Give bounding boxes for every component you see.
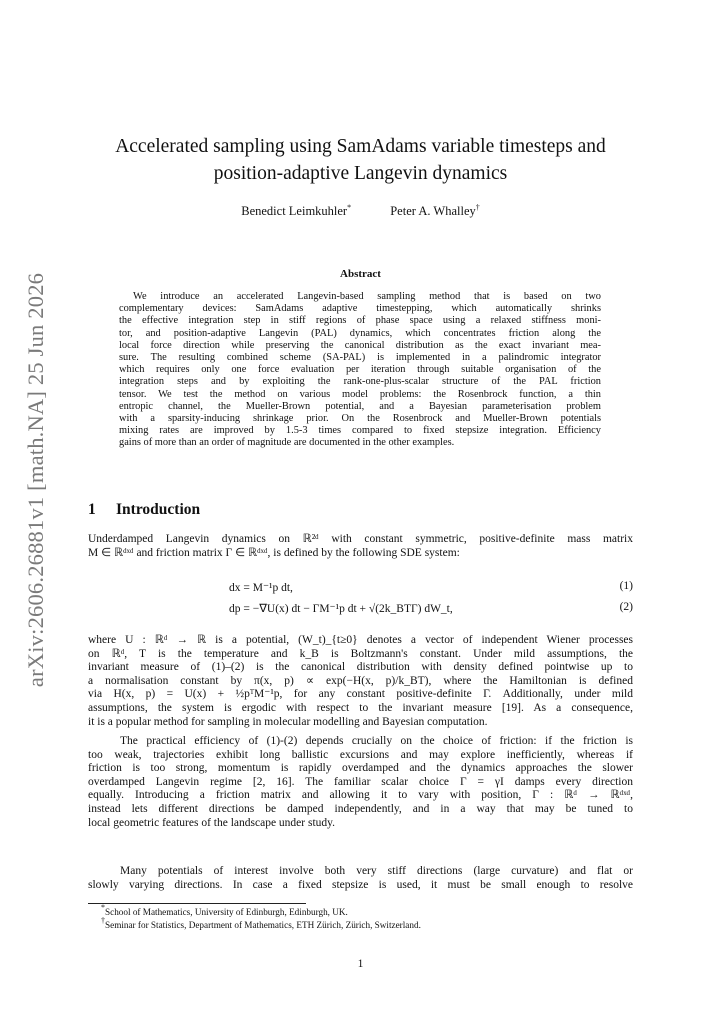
text-line: instead lets different directions be damped independently, and in a way that may be tuned to bbox=[88, 802, 633, 815]
text-line: Underdamped Langevin dynamics on ℝ²ᵈ with constant symmetric, positive-definite mass matrix bbox=[88, 533, 633, 545]
text-line: gains of more than an order of magnitude are documented in the other examples. bbox=[119, 437, 455, 449]
text-line: on ℝᵈ, T is the temperature and k_B is Boltzmann's constant. Under mild assumptions, the bbox=[88, 647, 633, 660]
text-line: Many potentials of interest involve both very stiff directions (large curvature) and flat or bbox=[120, 865, 633, 877]
text-line: tensor. We test the method on various model problems: the Rosenbrock function, a thin bbox=[119, 388, 601, 400]
text-line: local geometric features of the landscape under study. bbox=[88, 816, 336, 829]
text-line: mixing rates are improved by 1.5-3 times compared to fixed stepsize integration. Efficiency bbox=[119, 425, 601, 437]
text-line: where U : ℝᵈ → ℝ is a potential, (W_t)_{t≥0} denotes a vector of independent Wiener processes bbox=[88, 634, 633, 646]
equation-1-expression: dx = M⁻¹p dt, bbox=[229, 582, 293, 594]
equation-1 bbox=[88, 580, 633, 596]
intro-paragraph-1 bbox=[88, 533, 633, 560]
text-line: equally. Introducing a friction matrix and allowing it to vary with position, Γ : ℝᵈ → ℝᵈˣᵈ, bbox=[88, 789, 633, 802]
section-heading bbox=[88, 501, 200, 519]
text-line: it is a popular method for sampling in molecular modelling and Bayesian computation. bbox=[88, 715, 488, 728]
text-line: slowly varying directions. In case a fixed stepsize is used, it must be small enough to resolve bbox=[88, 878, 633, 891]
text-line: overdamped Langevin regime [2, 16]. The familiar scalar choice Γ = γI damps every direction bbox=[88, 775, 633, 788]
equation-2-number: (2) bbox=[619, 601, 633, 613]
text-line: local force direction while preserving the canonical distribution as the exact invariant mea- bbox=[119, 339, 601, 351]
text-line: too weak, trajectories exhibit long ballistic excursions and may explore inefficiently, whereas if bbox=[88, 748, 633, 761]
section-number: 1 bbox=[88, 501, 96, 518]
equation-2-expression: dp = −∇U(x) dt − ΓM⁻¹p dt + √(2k_BTΓ) dW_t, bbox=[229, 603, 453, 615]
text-line: with a sparsity-inducing shrinkage prior. On the Rosenbrock and Mueller-Brown potentials bbox=[119, 413, 601, 425]
equation-2 bbox=[88, 601, 633, 617]
footnote-1: *School of Mathematics, University of Edinburgh, Edinburgh, UK. bbox=[101, 903, 348, 917]
author-1: Benedict Leimkuhler* bbox=[241, 203, 352, 218]
text-line: The practical efficiency of (1)-(2) depends crucially on the choice of friction: if the friction is bbox=[120, 735, 633, 747]
text-line: which requires only one force evaluation per iteration through suitable organisation of the bbox=[119, 364, 601, 376]
title-line-2: position-adaptive Langevin dynamics bbox=[213, 163, 508, 184]
abstract-body bbox=[119, 291, 601, 450]
title-line-1: Accelerated sampling using SamAdams variable timesteps and bbox=[115, 136, 606, 157]
intro-paragraph-3 bbox=[88, 865, 633, 892]
text-line: We introduce an accelerated Langevin-based sampling method that is based on two bbox=[133, 291, 601, 302]
text-line: via H(x, p) = U(x) + ½pᵀM⁻¹p, for any constant positive-definite Γ. Additionally, under mild bbox=[88, 688, 633, 701]
text-line: the effective integration step in stiff regions of phase space using a relaxed stiffness moni- bbox=[119, 315, 601, 327]
arxiv-stamp-text: arXiv:2606.26881v1 [math.NA] 25 Jun 2026 bbox=[23, 272, 48, 688]
paper-title bbox=[0, 133, 721, 187]
text-line: friction is too strong, momentum is rapidly overdamped and the dynamics approaches the slower bbox=[88, 762, 633, 775]
intro-paragraph-1-continued bbox=[88, 634, 633, 729]
text-line: integration steps and by exploiting the rank-one-plus-scalar structure of the PAL friction bbox=[119, 376, 601, 388]
text-line: sure. The resulting combined scheme (SA-PAL) is implemented in a palindromic integrator bbox=[119, 352, 601, 364]
section-title: Introduction bbox=[116, 501, 201, 518]
author-2: Peter A. Whalley† bbox=[390, 203, 480, 218]
text-line: tor, and position-adaptive Langevin (PAL) dynamics, which concentrates friction along the bbox=[119, 327, 601, 339]
abstract-heading: Abstract bbox=[340, 268, 381, 280]
footnote-2: †Seminar for Statistics, Department of Mathematics, ETH Zürich, Zürich, Switzerland. bbox=[101, 916, 421, 930]
equation-1-number: (1) bbox=[619, 580, 633, 592]
intro-paragraph-2 bbox=[88, 735, 633, 830]
author-list bbox=[0, 204, 721, 219]
text-line: assumptions, the system is ergodic with respect to the invariant measure [19]. As a consequence, bbox=[88, 701, 633, 714]
text-line: invariant measure of (1)–(2) is the canonical distribution with density defined pointwise up to bbox=[88, 661, 633, 674]
page-number: 1 bbox=[357, 958, 364, 970]
text-line: entropic channel, the Mueller-Brown potential, and a Bayesian parameterisation problem bbox=[119, 400, 601, 412]
footnote-rule bbox=[88, 903, 306, 904]
text-line: a normalisation constant by π(x, p) ∝ exp(−H(x, p)/k_BT), where the Hamiltonian is defined bbox=[88, 674, 633, 687]
text-line: M ∈ ℝᵈˣᵈ and friction matrix Γ ∈ ℝᵈˣᵈ, is defined by the following SDE system: bbox=[88, 546, 460, 559]
text-line: complementary devices: SamAdams adaptive timestepping, which automatically shrinks bbox=[119, 303, 601, 315]
